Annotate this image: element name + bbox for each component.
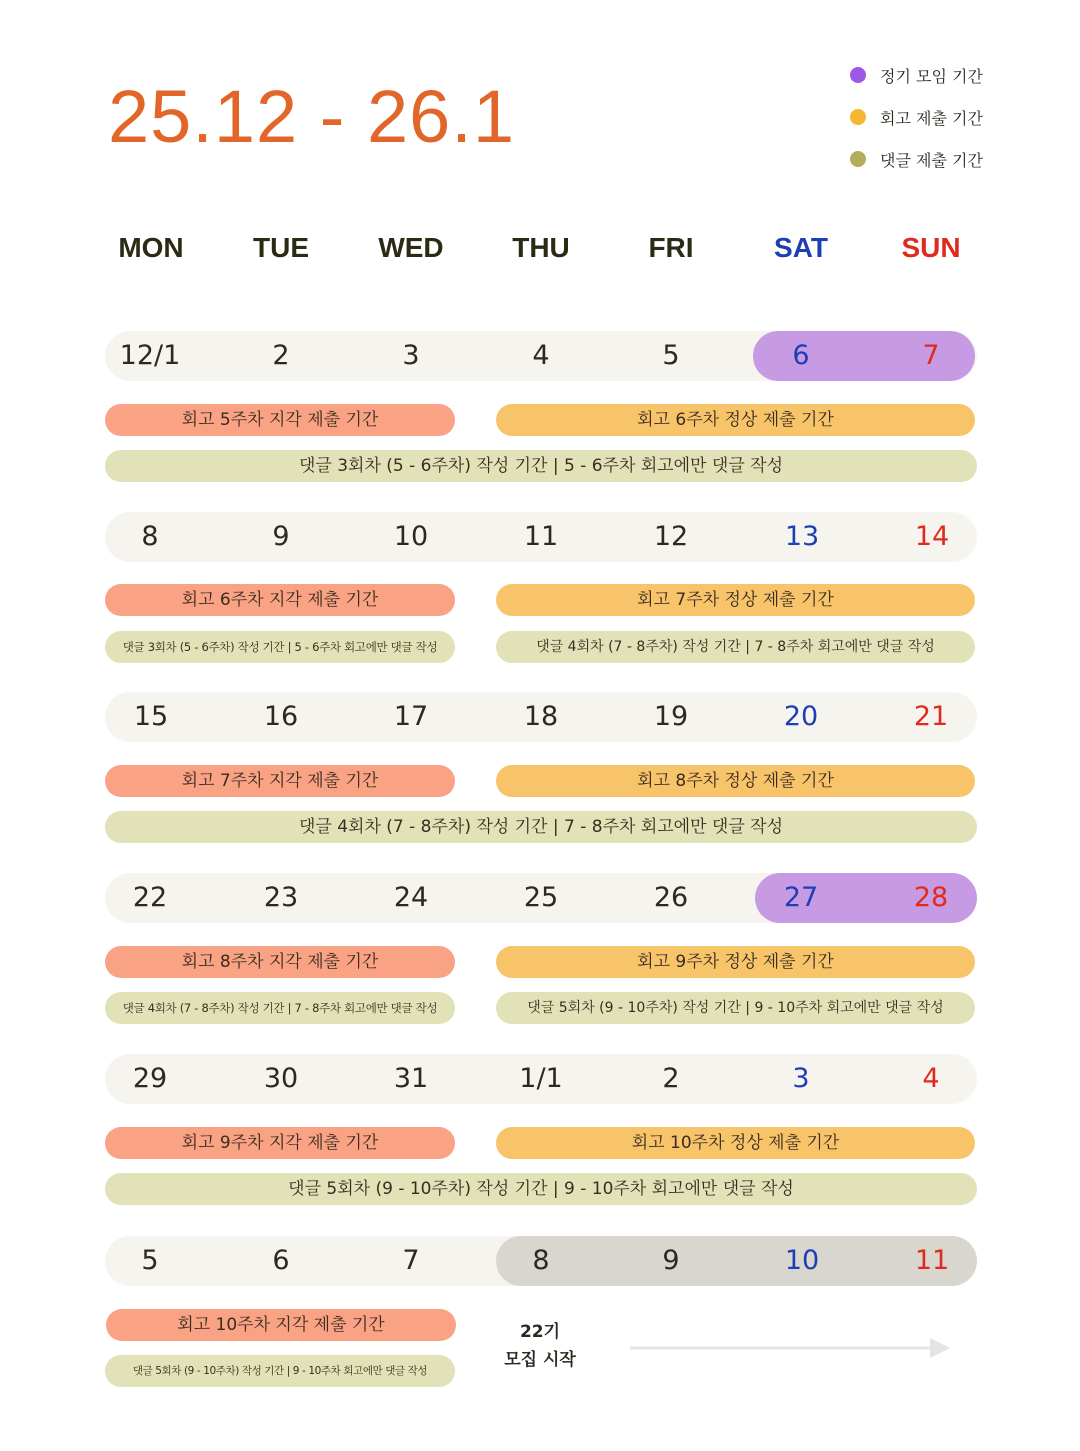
date-cell-saturday: 20: [783, 701, 819, 732]
late-submission-bar: 회고 10주차 지각 제출 기간: [106, 1309, 456, 1341]
date-cell: 7: [402, 1245, 420, 1276]
comment-period-bar: 댓글 5회차 (9 - 10주차) 작성 기간 | 9 - 10주차 회고에만 댓글 작성: [105, 1355, 455, 1387]
regular-submission-bar: 회고 7주차 정상 제출 기간: [496, 584, 975, 616]
date-cell: 12: [653, 521, 689, 552]
comment-period-bar: 댓글 3회차 (5 - 6주차) 작성 기간 | 5 - 6주차 회고에만 댓글 작성: [105, 631, 455, 663]
date-cell-sunday: 14: [914, 521, 950, 552]
regular-submission-bar: 회고 6주차 정상 제출 기간: [496, 404, 975, 436]
date-cell-saturday: 13: [784, 521, 820, 552]
date-cell: 8: [532, 1245, 550, 1276]
date-cell: 29: [132, 1063, 168, 1094]
late-submission-bar: 회고 5주차 지각 제출 기간: [105, 404, 455, 436]
legend-label: 정기 모임 기간: [880, 66, 983, 86]
weekday-sun: SUN: [901, 232, 961, 263]
date-cell: 10: [393, 521, 429, 552]
legend-item-comment: [850, 138, 983, 180]
recruitment-cohort: 22기: [519, 1322, 561, 1342]
date-cell: 1/1: [519, 1063, 563, 1094]
weekday-wed: WED: [378, 232, 444, 263]
comment-period-bar: 댓글 5회차 (9 - 10주차) 작성 기간 | 9 - 10주차 회고에만 댓글 작성: [496, 992, 975, 1024]
date-cell: 17: [393, 701, 429, 732]
date-cell: 3: [402, 340, 420, 371]
date-cell: 19: [653, 701, 689, 732]
legend-item-meeting: [850, 54, 983, 96]
comment-period-bar: 댓글 3회차 (5 - 6주차) 작성 기간 | 5 - 6주차 회고에만 댓글 작성: [105, 450, 977, 482]
late-submission-bar: 회고 9주차 지각 제출 기간: [105, 1127, 455, 1159]
legend-label: 회고 제출 기간: [880, 108, 983, 128]
arrow-right-icon: [630, 1336, 952, 1360]
legend-dot-review: [850, 109, 866, 125]
weekday-sat: SAT: [774, 232, 828, 263]
date-cell-sunday: 28: [913, 882, 949, 913]
date-cell-sunday: 21: [913, 701, 949, 732]
page-title: 25.12 - 26.1: [108, 75, 515, 158]
regular-submission-bar: 회고 9주차 정상 제출 기간: [496, 946, 975, 978]
date-cell: 31: [393, 1063, 429, 1094]
date-cell-sunday: 7: [922, 340, 940, 371]
weekday-thu: THU: [512, 232, 570, 263]
late-submission-bar: 회고 7주차 지각 제출 기간: [105, 765, 455, 797]
date-cell-saturday: 3: [792, 1063, 810, 1094]
date-cell: 24: [393, 882, 429, 913]
date-cell: 2: [662, 1063, 680, 1094]
date-cell-sunday: 4: [922, 1063, 940, 1094]
legend-dot-meeting: [850, 67, 866, 83]
date-cell-saturday: 6: [792, 340, 810, 371]
date-cell: 5: [662, 340, 680, 371]
date-cell: 12/1: [119, 340, 181, 371]
date-row: [105, 1236, 977, 1286]
recruitment-label: 모집 시작: [504, 1350, 576, 1370]
date-cell: 9: [272, 521, 290, 552]
date-row: [105, 512, 977, 562]
date-cell: 11: [523, 521, 559, 552]
regular-submission-bar: 회고 10주차 정상 제출 기간: [496, 1127, 975, 1159]
date-cell: 26: [653, 882, 689, 913]
date-cell: 4: [532, 340, 550, 371]
date-cell-sunday: 11: [914, 1245, 950, 1276]
date-cell: 8: [141, 521, 159, 552]
recruitment-notice: [490, 1318, 590, 1374]
date-cell: 2: [272, 340, 290, 371]
date-row: [105, 1054, 977, 1104]
date-cell: 23: [263, 882, 299, 913]
weekday-mon: MON: [118, 232, 184, 263]
date-cell: 9: [662, 1245, 680, 1276]
date-cell: 15: [133, 701, 169, 732]
legend-label: 댓글 제출 기간: [880, 150, 983, 170]
date-cell: 22: [132, 882, 168, 913]
date-cell: 16: [263, 701, 299, 732]
weekday-fri: FRI: [648, 232, 694, 263]
late-submission-bar: 회고 6주차 지각 제출 기간: [105, 584, 455, 616]
legend-item-review: [850, 96, 983, 138]
date-cell-saturday: 27: [783, 882, 819, 913]
date-cell: 30: [263, 1063, 299, 1094]
legend-dot-comment: [850, 151, 866, 167]
late-submission-bar: 회고 8주차 지각 제출 기간: [105, 946, 455, 978]
regular-submission-bar: 회고 8주차 정상 제출 기간: [496, 765, 975, 797]
date-cell: 18: [523, 701, 559, 732]
date-cell: 6: [272, 1245, 290, 1276]
comment-period-bar: 댓글 5회차 (9 - 10주차) 작성 기간 | 9 - 10주차 회고에만 댓글 작성: [105, 1173, 977, 1205]
comment-period-bar: 댓글 4회차 (7 - 8주차) 작성 기간 | 7 - 8주차 회고에만 댓글 작성: [105, 811, 977, 843]
weekday-header: [86, 232, 996, 264]
date-row: [105, 873, 977, 923]
date-row: [105, 331, 977, 381]
comment-period-bar: 댓글 4회차 (7 - 8주차) 작성 기간 | 7 - 8주차 회고에만 댓글 작성: [496, 631, 975, 663]
weekday-tue: TUE: [253, 232, 309, 263]
date-cell-saturday: 10: [784, 1245, 820, 1276]
date-cell: 5: [141, 1245, 159, 1276]
legend: [850, 54, 983, 180]
comment-period-bar: 댓글 4회차 (7 - 8주차) 작성 기간 | 7 - 8주차 회고에만 댓글 작성: [105, 992, 455, 1024]
date-cell: 25: [523, 882, 559, 913]
date-row: [105, 692, 977, 742]
